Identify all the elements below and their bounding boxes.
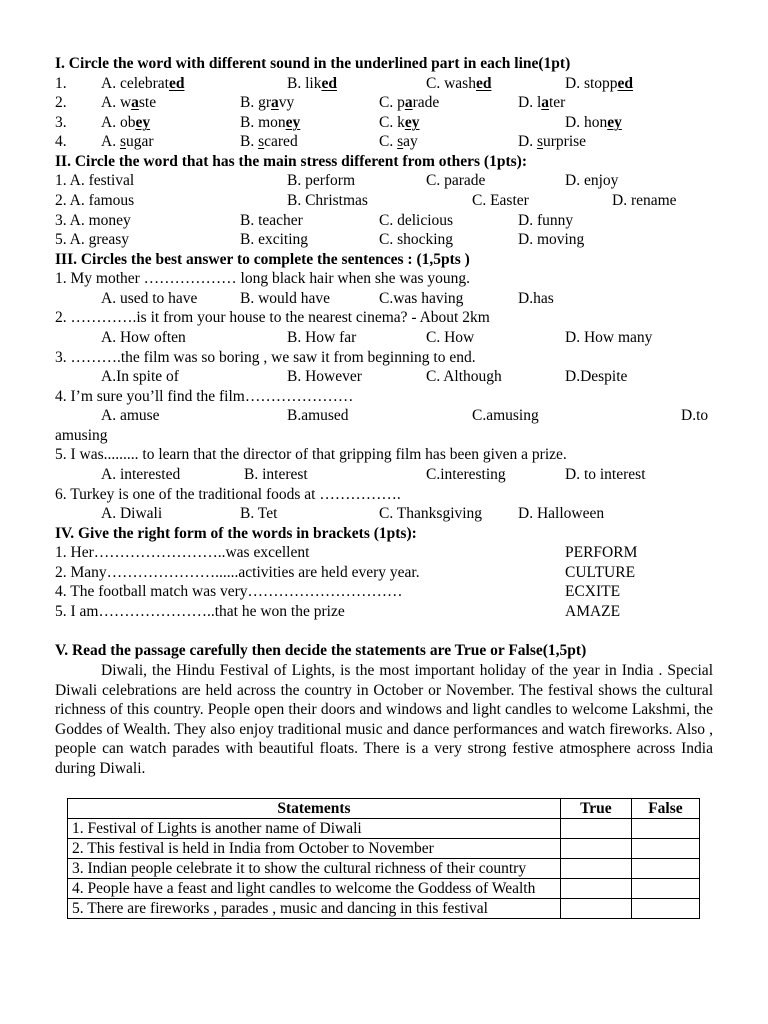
- s3-option-b: B. How far: [287, 329, 357, 346]
- s1-row-number: 4.: [55, 133, 67, 150]
- s1-row-3: [0, 113, 768, 133]
- false-answer-cell[interactable]: [631, 879, 699, 899]
- table-row: [68, 839, 700, 859]
- section2-heading: II. Circle the word that has the main stress different from others (1pts):: [55, 153, 527, 170]
- table-row: [68, 819, 700, 839]
- s1-option-d: D. stopped: [565, 75, 634, 92]
- s1-option-b: B. scared: [240, 133, 298, 150]
- s3-question-3: 3. ……….the film was so boring , we saw it from beginning to end.: [55, 349, 476, 366]
- s3-option-d: D.has: [518, 290, 554, 307]
- s3-option-a: A.In spite of: [101, 368, 179, 385]
- s3-options-3: [0, 367, 768, 387]
- reading-passage: Diwali, the Hindu Festival of Lights, is the most important holiday of the year in India . Special Diwali celebrations are held across the country in October or November. The festival shows the cultural richness of this country. People open their doors and windows and light candles to welcome Lakshmi, the Goddes of Wealth. They also enjoy traditional music and dance performances and watch fireworks. Also , people can watch parades with beautiful floats. There is a very strong festive atmosphere across India during Diwali.: [55, 662, 713, 777]
- s2-option-c: C. parade: [426, 172, 486, 189]
- s2-option-a: 5. A. greasy: [55, 231, 130, 248]
- true-answer-cell[interactable]: [560, 859, 631, 879]
- s1-row-number: 1.: [55, 75, 67, 92]
- s3-option-d-continued: amusing: [55, 427, 108, 444]
- s3-option-a: A. used to have: [101, 290, 198, 307]
- s4-sentence: 1. Her……………………..was excellent: [55, 544, 310, 561]
- s3-options-2: [0, 328, 768, 348]
- s2-option-d: D. enjoy: [565, 172, 619, 189]
- s2-option-b: B. Christmas: [287, 192, 368, 209]
- s1-option-a: A. celebrated: [101, 75, 185, 92]
- s1-option-b: B. liked: [287, 75, 337, 92]
- statement-cell: 1. Festival of Lights is another name of Diwali: [68, 819, 561, 839]
- s1-row-4: [0, 132, 768, 152]
- false-answer-cell[interactable]: [631, 859, 699, 879]
- s3-question-5: 5. I was......... to learn that the director of that gripping film has been given a prize.: [55, 446, 567, 463]
- s2-option-a: 2. A. famous: [55, 192, 135, 209]
- table-row: [68, 879, 700, 899]
- statement-cell: 2. This festival is held in India from October to November: [68, 839, 561, 859]
- s3-option-c: C.interesting: [426, 466, 506, 483]
- s3-option-c: C.amusing: [472, 407, 539, 424]
- s1-row-2: [0, 93, 768, 113]
- section5-heading: V. Read the passage carefully then decide the statements are True or False(1,5pt): [55, 642, 587, 659]
- s2-option-b: B. teacher: [240, 212, 303, 229]
- statement-cell: 4. People have a feast and light candles to welcome the Goddess of Wealth: [68, 879, 561, 899]
- header-true: True: [560, 799, 631, 819]
- s3-question-6: 6. Turkey is one of the traditional foods at …………….: [55, 486, 401, 503]
- s3-question-2: 2. ………….is it from your house to the nearest cinema? - About 2km: [55, 309, 490, 326]
- s2-option-c: C. Easter: [472, 192, 529, 209]
- true-answer-cell[interactable]: [560, 819, 631, 839]
- s3-option-a: A. amuse: [101, 407, 160, 424]
- s2-option-d: D. funny: [518, 212, 574, 229]
- false-answer-cell[interactable]: [631, 899, 699, 919]
- s1-option-c: C. say: [379, 133, 418, 150]
- s2-option-b: B. perform: [287, 172, 356, 189]
- s2-option-c: C. shocking: [379, 231, 454, 248]
- s4-sentence: 2. Many…………………......activities are held every year.: [55, 564, 420, 581]
- s4-row-2: [0, 563, 768, 583]
- s2-row-1: [0, 171, 768, 191]
- s3-option-b: B. would have: [240, 290, 330, 307]
- s1-row-number: 3.: [55, 114, 67, 131]
- s3-options-5: [0, 465, 768, 485]
- s3-option-b: B.amused: [287, 407, 349, 424]
- s3-question-1: 1. My mother ……………… long black hair when she was young.: [55, 270, 470, 287]
- s4-word: PERFORM: [565, 544, 638, 561]
- s2-option-d: D. moving: [518, 231, 585, 248]
- s4-word: AMAZE: [565, 603, 621, 620]
- s3-option-a: A. interested: [101, 466, 181, 483]
- s3-options-1: [0, 289, 768, 309]
- s1-option-d: D. surprise: [518, 133, 587, 150]
- s4-word: CULTURE: [565, 564, 636, 581]
- s3-option-a: A. Diwali: [101, 505, 163, 522]
- s2-row-2: [0, 191, 768, 211]
- s2-row-3: [0, 211, 768, 231]
- s1-row-number: 2.: [55, 94, 67, 111]
- s3-option-b: B. Tet: [240, 505, 278, 522]
- section3-heading: III. Circles the best answer to complete the sentences : (1,5pts ): [55, 251, 470, 268]
- s3-option-b: B. interest: [244, 466, 308, 483]
- false-answer-cell[interactable]: [631, 819, 699, 839]
- s2-option-a: 1. A. festival: [55, 172, 135, 189]
- s3-option-c: C.was having: [379, 290, 464, 307]
- s3-option-d: D. to interest: [565, 466, 646, 483]
- true-false-table: [67, 798, 700, 919]
- s3-options-6: [0, 504, 768, 524]
- s4-row-3: [0, 582, 768, 602]
- s3-option-d: D. Halloween: [518, 505, 605, 522]
- s3-option-d: D.Despite: [565, 368, 628, 385]
- section4-heading: IV. Give the right form of the words in brackets (1pts):: [55, 525, 417, 542]
- s1-option-b: B. money: [240, 114, 301, 131]
- s1-row-1: [0, 74, 768, 94]
- s4-row-1: [0, 543, 768, 563]
- table-header-row: [68, 799, 700, 819]
- s2-option-a: 3. A. money: [55, 212, 131, 229]
- s4-sentence: 5. I am…………………..that he won the prize: [55, 603, 345, 620]
- s1-option-c: C. key: [379, 114, 420, 131]
- s3-option-d: D.to: [681, 407, 709, 424]
- s4-word: ECXITE: [565, 583, 621, 600]
- s3-option-a: A. How often: [101, 329, 186, 346]
- header-false: False: [631, 799, 699, 819]
- section1-heading: I. Circle the word with different sound in the underlined part in each line(1pt): [55, 55, 571, 72]
- s3-question-4: 4. I’m sure you’ll find the film…………………: [55, 388, 354, 405]
- s2-option-b: B. exciting: [240, 231, 309, 248]
- statement-cell: 3. Indian people celebrate it to show the cultural richness of their country: [68, 859, 561, 879]
- statement-cell: 5. There are fireworks , parades , music and dancing in this festival: [68, 899, 561, 919]
- true-answer-cell[interactable]: [560, 839, 631, 859]
- s2-option-c: C. delicious: [379, 212, 454, 229]
- s1-option-b: B. gravy: [240, 94, 295, 111]
- true-answer-cell[interactable]: [560, 879, 631, 899]
- s3-option-d: D. How many: [565, 329, 653, 346]
- table-row: [68, 859, 700, 879]
- s1-option-a: A. sugar: [101, 133, 154, 150]
- s2-option-d: D. rename: [612, 192, 677, 209]
- s1-option-d: D. honey: [565, 114, 622, 131]
- s1-option-a: A. obey: [101, 114, 151, 131]
- s1-option-a: A. waste: [101, 94, 157, 111]
- s1-option-c: C. washed: [426, 75, 492, 92]
- s3-option-c: C. Although: [426, 368, 502, 385]
- true-answer-cell[interactable]: [560, 899, 631, 919]
- s4-row-4: [0, 602, 768, 622]
- s4-sentence: 4. The football match was very…………………………: [55, 583, 403, 600]
- false-answer-cell[interactable]: [631, 839, 699, 859]
- s3-options-4: [0, 406, 768, 426]
- s3-option-c: C. Thanksgiving: [379, 505, 483, 522]
- table-row: [68, 899, 700, 919]
- s1-option-d: D. later: [518, 94, 566, 111]
- s3-option-b: B. However: [287, 368, 362, 385]
- s1-option-c: C. parade: [379, 94, 440, 111]
- s3-option-c: C. How: [426, 329, 475, 346]
- s2-row-4: [0, 230, 768, 250]
- header-statements: Statements: [68, 799, 561, 819]
